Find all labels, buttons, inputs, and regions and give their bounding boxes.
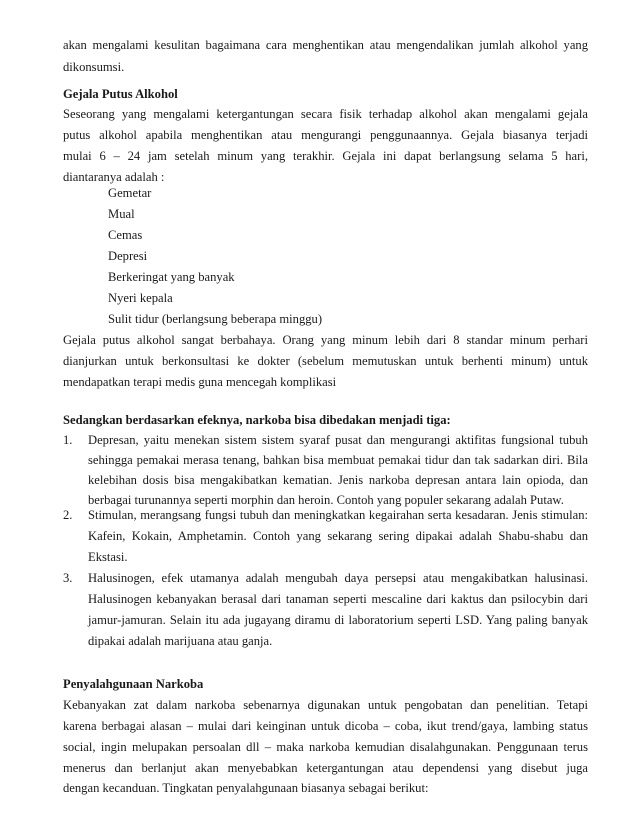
item-line: Depresan, yaitu menekan sistem sistem syaraf pusat dan mengurangi aktifitas fungsional tubuh [88,433,588,447]
penyalahgunaan-line: dengan kecanduan. Tingkatan penyalahgunaan biasanya sebagai berikut: [63,781,429,795]
item-line: sehingga pemakai merasa tenang, bahkan bisa membuat pemakai tidur dan tak sadarkan diri. Bila [88,453,588,467]
item-line: jamur-jamuran. Selain itu ada jugayang diramu di laboratorium seperti LSD. Yang paling banyak [88,613,588,627]
list-item-text: Berkeringat yang banyak [108,270,235,284]
gejala-line: diantaranya adalah : [63,170,165,184]
item-line: dipakai adalah marijuana atau ganja. [88,634,273,648]
item-line: Stimulan, merangsang fungsi tubuh dan meningkatkan kegairahan serta kesadaran. Jenis stimulan: [88,508,588,522]
item-line: Halusinogen kebanyakan berasal dari tanaman seperti mescaline dari kaktus dan psilocybin dari [88,592,588,606]
list-item-text: Nyeri kepala [108,291,173,305]
item-number: 3. [63,571,73,585]
item-line: Kafein, Kokain, Amphetamin. Contoh yang sekarang sering dipakai adalah Shabu-shabu dan [88,529,588,543]
penyalahgunaan-line: menerus dan berlanjut akan menyebabkan ketergantungan atau dependensi yang disebut juga [63,761,588,775]
item-line: berbagai turunannya seperti morphin dan heroin. Contoh yang populer sekarang adalah Putaw. [88,493,564,507]
gejala-after-line: dianjurkan untuk berkonsultasi ke dokter (sebelum memutuskan untuk berhenti minum) untuk [63,354,588,368]
gejala-line: putus alkohol apabila menghentikan atau mengurangi penggunaannya. Gejala biasanya terjadi [63,128,588,142]
intro-line: akan mengalami kesulitan bagaimana cara menghentikan atau mengendalikan jumlah alkohol yang [63,38,588,52]
intro-line: dikonsumsi. [63,60,125,74]
gejala-after-line: Gejala putus alkohol sangat berbahaya. Orang yang minum lebih dari 8 standar minum perhari [63,333,588,347]
section-heading-efek: Sedangkan berdasarkan efeknya, narkoba bisa dibedakan menjadi tiga: [63,413,451,427]
gejala-after-line: mendapatkan terapi medis guna mencegah komplikasi [63,375,337,389]
item-line: Halusinogen, efek utamanya adalah mengubah daya persepsi atau mengakibatkan halusinasi. [88,571,588,585]
penyalahgunaan-line: social, ingin melupakan persoalan dll – maka narkoba kemudian disalahgunakan. Penggunaan terus [63,740,588,754]
item-line: Ekstasi. [88,550,128,564]
list-item-text: Sulit tidur (berlangsung beberapa minggu) [108,312,323,326]
list-item-text: Depresi [108,249,148,263]
penyalahgunaan-line: Kebanyakan zat dalam narkoba sebenarnya digunakan untuk pengobatan dan penelitian. Tetapi [63,698,588,712]
gejala-line: mulai 6 – 24 jam setelah minum yang terakhir. Gejala ini dapat berlangsung selama 5 hari, [63,149,588,163]
gejala-line: Seseorang yang mengalami ketergantungan secara fisik terhadap alkohol akan mengalami gejala [63,107,588,121]
list-item-text: Gemetar [108,186,152,200]
item-number: 2. [63,508,73,522]
list-item-text: Mual [108,207,135,221]
item-number: 1. [63,433,73,447]
list-item-text: Cemas [108,228,143,242]
section-heading-gejala: Gejala Putus Alkohol [63,87,178,101]
penyalahgunaan-line: karena berbagai alasan – mulai dari keinginan untuk dicoba – coba, ikut trend/gaya, lambing status [63,719,588,733]
section-heading-penyalahgunaan: Penyalahgunaan Narkoba [63,677,204,691]
item-line: kelebihan dosis bisa mengakibatkan kematian. Jenis narkoba depresan antara lain opioda, dan [88,473,588,487]
